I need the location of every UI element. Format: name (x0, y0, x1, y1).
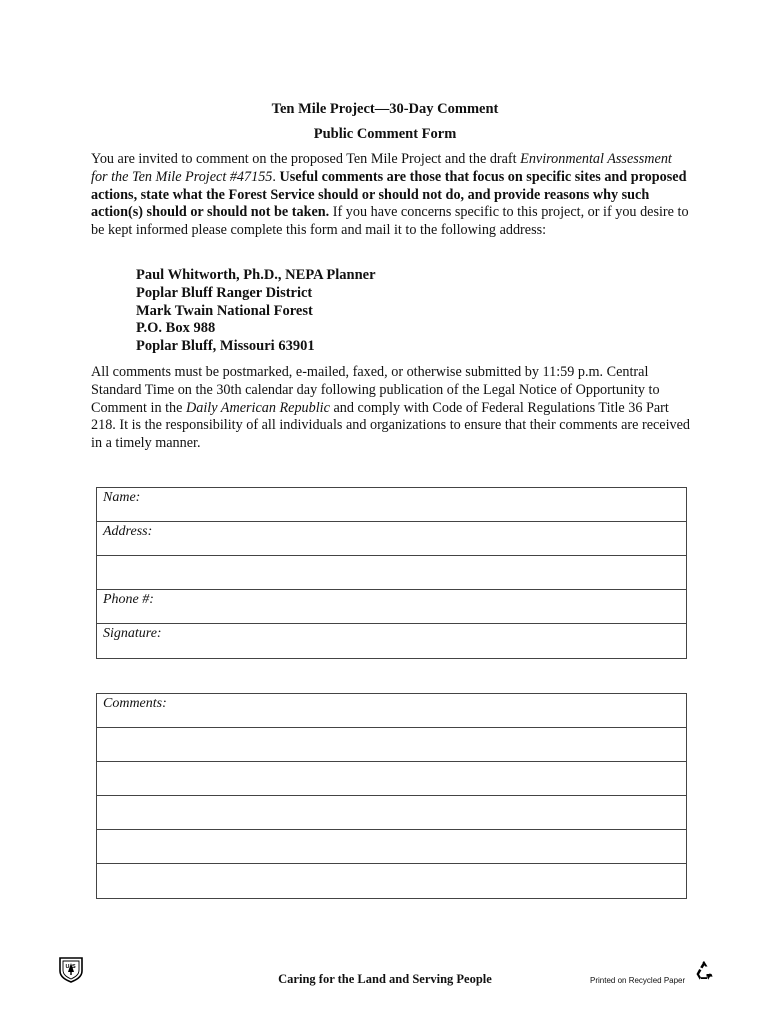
intro-text-1: You are invited to comment on the proposed Ten Mile Project and the draft (91, 151, 521, 167)
address-line: Mark Twain National Forest (136, 302, 313, 319)
address-line: P.O. Box 988 (136, 320, 216, 337)
comment-line[interactable] (97, 830, 686, 864)
intro-ea-title: Environmental Assessment for the Ten Mile Project #47155 (91, 151, 672, 185)
mailing-address (136, 267, 376, 356)
address-line: Poplar Bluff Ranger District (136, 284, 313, 301)
address-line: Paul Whitworth, Ph.D., NEPA Planner (136, 267, 376, 283)
name-label: Name: (103, 490, 141, 505)
address-line: Poplar Bluff, Missouri 63901 (136, 338, 315, 355)
comment-line[interactable] (97, 728, 686, 762)
page-subtitle: Public Comment Form (313, 126, 457, 142)
footer-slogan: Caring for the Land and Serving People (278, 972, 492, 986)
comments-form (96, 693, 687, 899)
signature-field[interactable] (97, 624, 686, 658)
comment-line[interactable] (97, 762, 686, 796)
comment-line[interactable] (97, 864, 686, 898)
svg-text:S: S (72, 964, 76, 970)
intro-text-5: If you have concerns specific to this project, or if you desire to be kept informed please complete this form and mail it to the following address: (91, 204, 689, 239)
deadline-text-3: and comply with Code of Federal Regulations Title 36 Part 218. It is the responsibility of all individuals and organizations to ensure that their comments are received in a timely manner. (91, 399, 691, 452)
address-label: Address: (103, 524, 153, 539)
contact-info-form (96, 487, 687, 659)
svg-text:U: U (65, 964, 70, 970)
comments-field[interactable] (97, 694, 686, 728)
signature-label: Signature: (103, 626, 162, 641)
address-line-2-field[interactable] (97, 556, 686, 590)
page-title: Ten Mile Project—30-Day Comment (271, 101, 499, 117)
intro-paragraph (91, 151, 691, 240)
deadline-text-1: All comments must be postmarked, e-mailed, faxed, or otherwise submitted by 11:59 p.m. Central Standard Time on the 30th calendar day following publication of the Legal Notice of Opportunity to Comment in the (91, 364, 660, 416)
phone-field[interactable] (97, 590, 686, 624)
intro-text-3: . (272, 168, 280, 185)
intro-useful-comments: Useful comments are those that focus on specific sites and proposed actions, state what the Forest Service should or should not do, and provide reasons why such action(s) should or should not be taken. (91, 168, 687, 221)
name-field[interactable] (97, 488, 686, 522)
recycle-icon (692, 958, 716, 982)
phone-label: Phone #: (103, 592, 154, 607)
deadline-paragraph (91, 364, 691, 453)
comments-label: Comments: (103, 696, 167, 711)
address-field[interactable] (97, 522, 686, 556)
newspaper-name: Daily American Republic (185, 399, 330, 416)
recycled-paper-note: Printed on Recycled Paper (590, 976, 686, 985)
comment-line[interactable] (97, 796, 686, 830)
